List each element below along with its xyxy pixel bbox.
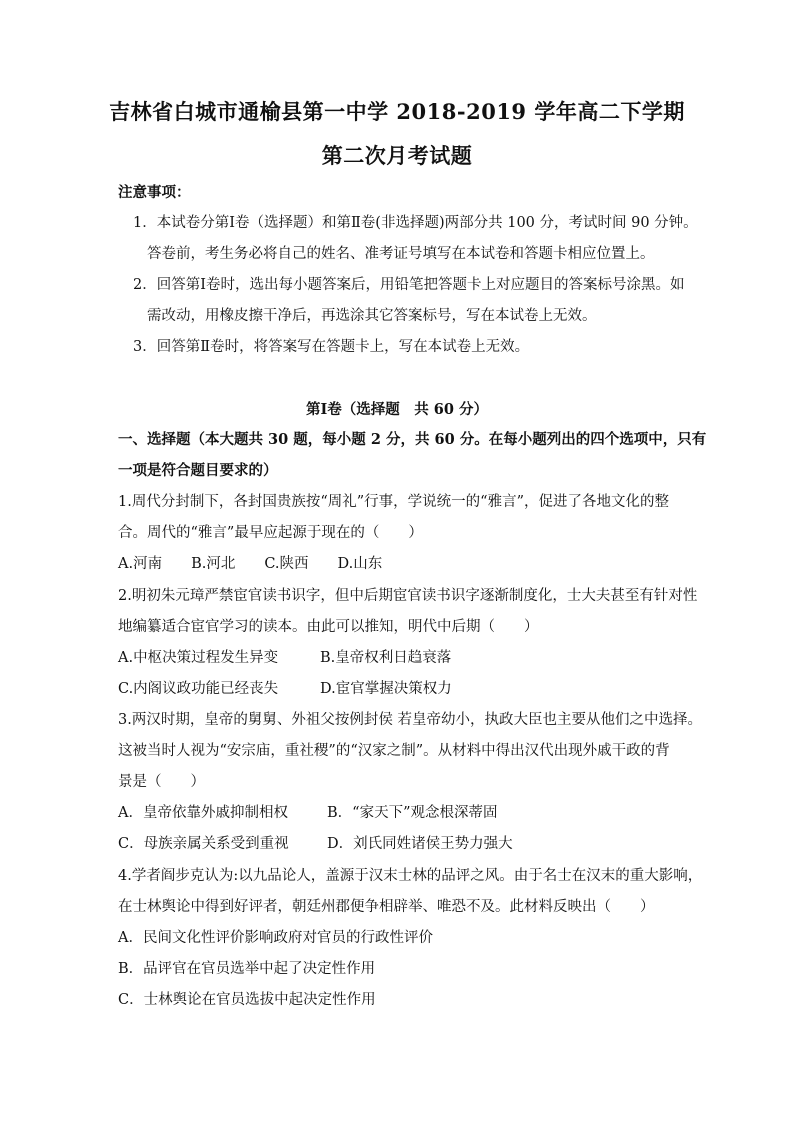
option-b: B.皇帝权利日趋衰落 (320, 650, 452, 666)
question-stem: 1.周代分封制下，各封国贵族按“周礼”行事，学说统一的“雅言”，促进了各地文化的整 (118, 494, 669, 510)
note-line: 2．回答第Ⅰ卷时，选出每小题答案后，用铅笔把答题卡上对应题目的答案标号涂黑。如 (133, 277, 685, 293)
option-c: C.内阁议政功能已经丧失 (118, 681, 279, 697)
option-d: D．刘氏同姓诸侯王势力强大 (327, 836, 513, 852)
question-stem: 2.明初朱元璋严禁宦官读书识字，但中后期宦官读书识字逐渐制度化，士大夫甚至有针对性 (118, 588, 698, 604)
question-stem: 地编纂适合宦官学习的读本。由此可以推知，明代中后期（ ） (118, 619, 539, 635)
option-c: C．士林舆论在官员选拔中起决定性作用 (118, 992, 376, 1008)
exam-title: 吉林省白城市通榆县第一中学 2018-2019 学年高二下学期 (109, 99, 685, 124)
option-a: A.中枢决策过程发生异变 (118, 650, 279, 666)
question-stem: 这被当时人视为“安宗庙，重社稷”的“汉家之制”。从材料中得出汉代出现外戚干政的背 (118, 743, 670, 759)
option-d: D.宦官掌握决策权力 (320, 681, 452, 697)
option-c: C．母族亲属关系受到重视 (118, 836, 289, 852)
note-line: 1．本试卷分第Ⅰ卷（选择题）和第Ⅱ卷(非选择题)两部分共 100 分，考试时间 90 分钟。 (133, 215, 698, 231)
option-b: B．品评官在官员选举中起了决定性作用 (118, 961, 376, 977)
note-line: 3．回答第Ⅱ卷时，将答案写在答题卡上，写在本试卷上无效。 (133, 339, 530, 355)
option-b: B．“家天下”观念根深蒂固 (327, 805, 498, 821)
question-stem: 在士林舆论中得到好评者，朝廷州郡便争相辟举、唯恐不及。此材料反映出（ ） (118, 899, 655, 915)
question-stem: 4.学者阎步克认为:以九品论人，盖源于汉末士林的品评之风。由于名士在汉末的重大影响， (118, 868, 703, 884)
option-a: A．皇帝依靠外戚抑制相权 (118, 805, 288, 821)
option-a: A．民间文化性评价影响政府对官员的行政性评价 (118, 930, 433, 946)
notes-heading: 注意事项： (118, 184, 191, 201)
question-stem: 3.两汉时期，皇帝的舅舅、外祖父按例封侯 若皇帝幼小，执政大臣也主要从他们之中选择。 (118, 712, 702, 728)
section-title: 第Ⅰ卷（选择题 共 60 分） (305, 401, 489, 418)
note-line: 答卷前，考生务必将自己的姓名、准考证号填写在本试卷和答题卡相应位置上。 (147, 246, 655, 262)
question-stem: 景是（ ） (118, 774, 205, 790)
question-options: A.河南 B.河北 C.陕西 D.山东 (118, 556, 383, 572)
section-intro: 一、选择题（本大题共 30 题，每小题 2 分，共 60 分。在每小题列出的四个选项中，只有 (118, 431, 707, 448)
exam-subtitle: 第二次月考试题 (321, 143, 473, 168)
question-stem: 合。周代的“雅言”最早应起源于现在的（ ） (118, 525, 423, 541)
note-line: 需改动，用橡皮擦干净后，再选涂其它答案标号，写在本试卷上无效。 (147, 308, 597, 324)
section-intro: 一项是符合题目要求的） (118, 462, 278, 479)
